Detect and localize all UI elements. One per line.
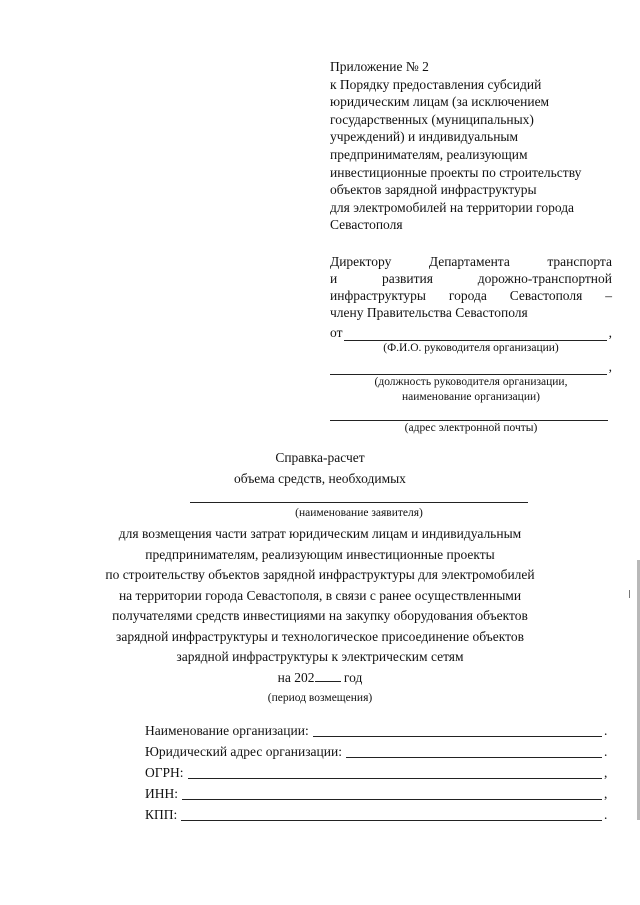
- body-line: предпринимателям, реализующим инвестиционные проекты: [145, 546, 495, 562]
- comma: ,: [608, 359, 612, 374]
- position-caption-2: наименование организации): [402, 391, 540, 403]
- fio-blank-line[interactable]: [344, 328, 606, 341]
- addressee-line: Директору Департамента транспорта: [330, 254, 612, 269]
- field-input-line[interactable]: [313, 724, 602, 737]
- field-ogrn: [145, 762, 610, 783]
- applicant-caption: (наименование заявителя): [295, 507, 423, 519]
- body-line: для возмещения части затрат юридическим лицам и индивидуальным: [118, 526, 522, 541]
- fio-caption: (Ф.И.О. руководителя организации): [383, 342, 559, 354]
- field-end: .: [604, 723, 608, 738]
- addressee-line: члену Правительства Севастополя: [330, 305, 528, 320]
- year-suffix: год: [343, 669, 363, 685]
- field-input-line[interactable]: [188, 766, 602, 779]
- addressee-block: [330, 253, 612, 436]
- field-label: Наименование организации:: [145, 723, 309, 738]
- position-caption-1: (должность руководителя организации,: [374, 376, 568, 388]
- body-line: зарядной инфраструктуры к электрическим сетям: [176, 649, 464, 664]
- position-row: [330, 358, 612, 375]
- organization-fields: [145, 720, 610, 825]
- body-line: зарядной инфраструктуры и технологическое присоединение объектов: [116, 628, 524, 644]
- year-blank[interactable]: [315, 669, 341, 682]
- year-line: [0, 668, 640, 689]
- purpose-paragraph: [0, 524, 640, 709]
- field-label: ИНН:: [145, 786, 178, 801]
- title-line-2: объема средств, необходимых: [234, 471, 406, 486]
- field-kpp: [145, 804, 610, 825]
- field-organization-name: [145, 720, 610, 741]
- field-input-line[interactable]: [181, 808, 602, 821]
- appendix-line: к Порядку предоставления субсидий: [330, 76, 542, 92]
- appendix-line: Приложение № 2: [330, 59, 429, 74]
- email-blank-line[interactable]: [330, 406, 608, 421]
- from-label: от: [330, 325, 343, 340]
- body-line: по строительству объектов зарядной инфраструктуры для электромобилей: [105, 567, 535, 582]
- field-input-line[interactable]: [182, 787, 602, 800]
- applicant-name-block: [190, 496, 528, 521]
- appendix-line: учреждений) и индивидуальным: [330, 129, 519, 145]
- appendix-line: инвестиционные проекты по строительству: [330, 164, 582, 180]
- field-label: КПП:: [145, 807, 178, 822]
- appendix-line: для электромобилей на территории города: [330, 199, 575, 215]
- body-line: на территории города Севастополя, в связи с ранее осуществленными: [118, 587, 522, 603]
- appendix-header: [330, 58, 615, 234]
- field-end: ,: [604, 786, 608, 801]
- appendix-line: юридическим лицам (за исключением: [330, 94, 550, 110]
- field-label: Юридический адрес организации:: [145, 744, 342, 759]
- from-row: [330, 324, 612, 341]
- addressee-line: инфраструктуры города Севастополя –: [330, 288, 612, 303]
- appendix-line: государственных (муниципальных): [330, 111, 534, 127]
- field-label: ОГРН:: [145, 765, 184, 780]
- field-end: .: [604, 744, 608, 759]
- email-caption: (адрес электронной почты): [404, 422, 538, 434]
- period-caption: (период возмещения): [267, 692, 373, 704]
- position-blank-line[interactable]: [330, 362, 607, 375]
- field-inn: [145, 783, 610, 804]
- scan-artifact: [629, 590, 630, 598]
- field-input-line[interactable]: [346, 745, 602, 758]
- field-end: .: [604, 807, 608, 822]
- appendix-line: объектов зарядной инфраструктуры: [330, 182, 537, 198]
- field-end: ,: [604, 765, 608, 780]
- appendix-line: Севастополя: [330, 217, 403, 233]
- appendix-line: предпринимателям, реализующим: [330, 146, 528, 162]
- comma: ,: [608, 325, 612, 340]
- addressee-line: и развития дорожно-транспортной: [330, 271, 612, 286]
- document-title: [0, 447, 640, 489]
- year-prefix: на 202: [277, 669, 315, 685]
- field-legal-address: [145, 741, 610, 762]
- applicant-blank-line[interactable]: [190, 496, 528, 503]
- title-line-1: Справка-расчет: [275, 450, 365, 465]
- body-line: получателями средств инвестициями на закупку оборудования объектов: [112, 608, 528, 623]
